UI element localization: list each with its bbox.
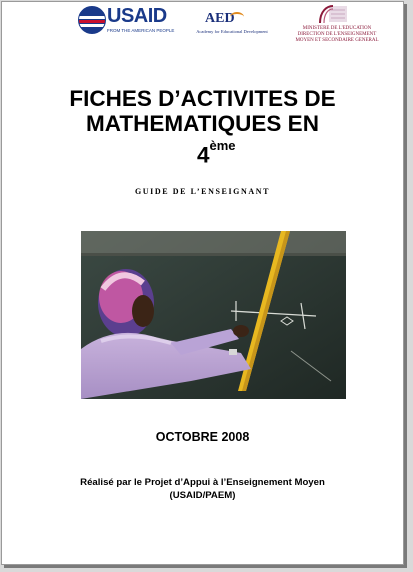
- document-credit: [2, 476, 403, 502]
- aed-logo: [192, 12, 272, 38]
- usaid-logo: [78, 5, 175, 36]
- usaid-seal-icon: [78, 6, 106, 34]
- usaid-wordmark: USAID: [107, 5, 167, 27]
- aed-tagline: Academy for Educational Development: [196, 29, 268, 34]
- aed-swoosh-icon: [230, 12, 244, 22]
- aed-wordmark: AED: [205, 11, 235, 26]
- document-subtitle: GUIDE DE L’ENSEIGNANT: [134, 187, 271, 196]
- teacher-blackboard-photo: [81, 231, 346, 399]
- ministry-line-2: DIRECTION DE L'ENSEIGNEMENT: [297, 32, 377, 37]
- grade-number: 4: [197, 142, 210, 168]
- credit-line-1: Réalisé par le Projet d’Appui à l’Enseignement Moyen: [80, 477, 325, 488]
- document-date: OCTOBRE 2008: [155, 430, 250, 444]
- title-line-2: MATHEMATIQUES EN: [86, 111, 319, 136]
- document-page: [1, 1, 404, 565]
- title-line-1: FICHES D’ACTIVITES DE: [69, 86, 336, 111]
- ministry-logo: [282, 5, 392, 49]
- ministry-line-1: MINISTERE DE L'EDUCATION: [302, 26, 372, 31]
- grade-suffix: ème: [209, 138, 236, 153]
- credit-line-2: (USAID/PAEM): [169, 490, 236, 501]
- document-title: [2, 86, 403, 136]
- ministry-emblem-icon: [317, 5, 351, 25]
- grade-level: [197, 138, 236, 169]
- usaid-tagline: FROM THE AMERICAN PEOPLE: [107, 28, 175, 33]
- ministry-line-3: MOYEN ET SECONDAIRE GENERAL: [295, 38, 379, 43]
- ministry-name: [282, 26, 392, 44]
